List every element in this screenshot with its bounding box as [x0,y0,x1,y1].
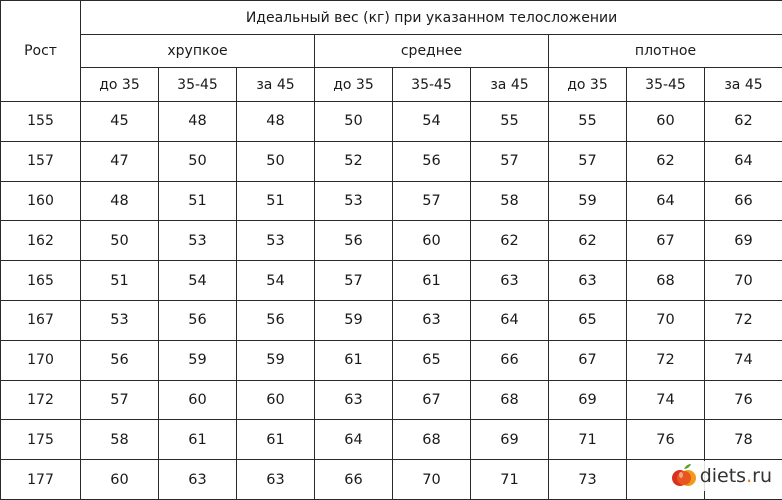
weight-cell: 53 [159,221,237,261]
weight-cell: 69 [705,221,782,261]
weight-cell: 58 [471,181,549,221]
weight-cell: 71 [549,420,627,460]
weight-cell: 53 [315,181,393,221]
weight-cell: 66 [315,460,393,500]
age-header: до 35 [549,68,627,102]
weight-cell: 63 [471,261,549,301]
weight-cell: 48 [81,181,159,221]
weight-cell: 51 [159,181,237,221]
weight-cell: 54 [393,102,471,142]
table-row [1,380,782,420]
weight-cell: 57 [549,141,627,181]
table-row [1,221,782,261]
weight-cell: 64 [705,141,782,181]
weight-cell: 59 [159,340,237,380]
weight-cell: 52 [315,141,393,181]
weight-cell: 58 [81,420,159,460]
weight-cell: 70 [705,261,782,301]
weight-cell: 57 [471,141,549,181]
weight-cell: 60 [237,380,315,420]
weight-cell: 63 [549,261,627,301]
weight-cell: 67 [549,340,627,380]
weight-cell: 62 [627,141,705,181]
weight-cell: 63 [159,460,237,500]
weight-cell: 55 [471,102,549,142]
rost-cell: 167 [1,300,81,340]
weight-cell: 66 [705,181,782,221]
rost-cell: 162 [1,221,81,261]
weight-cell: 63 [393,300,471,340]
rost-cell: 175 [1,420,81,460]
weight-cell: 68 [471,380,549,420]
weight-cell: 68 [627,261,705,301]
weight-cell: 64 [627,181,705,221]
rost-cell: 172 [1,380,81,420]
weight-cell: 57 [315,261,393,301]
weight-cell: 67 [393,380,471,420]
weight-cell: 48 [237,102,315,142]
age-header: до 35 [315,68,393,102]
weight-cell: 56 [393,141,471,181]
weight-cell: 50 [315,102,393,142]
table-row [1,261,782,301]
rost-header: Рост [1,1,81,102]
weight-cell: 62 [471,221,549,261]
table-row [1,102,782,142]
table-row [1,340,782,380]
weight-cell: 54 [237,261,315,301]
rost-cell: 160 [1,181,81,221]
table-row [1,181,782,221]
weight-cell: 60 [393,221,471,261]
table-row [1,141,782,181]
age-header: за 45 [471,68,549,102]
weight-cell: 50 [81,221,159,261]
weight-cell: 69 [471,420,549,460]
weight-cell: 60 [81,460,159,500]
weight-cell: 73 [549,460,627,500]
weight-cell: 57 [81,380,159,420]
rost-cell: 165 [1,261,81,301]
weight-cell: 59 [315,300,393,340]
watermark-text: diets.ru [700,465,772,487]
weight-cell: 56 [159,300,237,340]
weight-cell: 78 [705,420,782,460]
age-header: за 45 [705,68,782,102]
weight-cell: 56 [237,300,315,340]
weight-cell: 59 [549,181,627,221]
rost-cell: 155 [1,102,81,142]
weight-cell: 66 [471,340,549,380]
weight-cell: 72 [627,340,705,380]
weight-cell: 61 [393,261,471,301]
group-header-medium: среднее [315,35,549,68]
weight-cell: 70 [393,460,471,500]
weight-cell: 63 [237,460,315,500]
weight-cell: 59 [237,340,315,380]
diets-watermark [669,461,776,491]
weight-cell: 61 [315,340,393,380]
weight-cell: 64 [471,300,549,340]
weight-cell: 51 [237,181,315,221]
apple-icon [671,463,697,489]
weight-cell: 64 [315,420,393,460]
weight-cell: 50 [237,141,315,181]
weight-cell: 65 [549,300,627,340]
weight-cell: 71 [471,460,549,500]
weight-cell: 54 [159,261,237,301]
age-header: за 45 [237,68,315,102]
weight-cell: 60 [627,102,705,142]
group-header-fragile: хрупкое [81,35,315,68]
weight-cell: 53 [237,221,315,261]
table-title: Идеальный вес (кг) при указанном телосложении [81,1,782,35]
table-body [1,102,782,500]
age-header: 35-45 [159,68,237,102]
rost-cell: 170 [1,340,81,380]
weight-cell: 45 [81,102,159,142]
weight-cell: 60 [159,380,237,420]
weight-cell: 76 [627,420,705,460]
rost-cell: 157 [1,141,81,181]
weight-cell: 63 [315,380,393,420]
weight-cell: 74 [627,380,705,420]
group-header-dense: плотное [549,35,782,68]
age-header: 35-45 [393,68,471,102]
weight-cell: 47 [81,141,159,181]
weight-cell: 67 [627,221,705,261]
weight-cell: 56 [81,340,159,380]
table-row [1,420,782,460]
weight-cell: 76 [705,380,782,420]
weight-cell: 51 [81,261,159,301]
weight-cell: 50 [159,141,237,181]
weight-cell: 55 [549,102,627,142]
age-header: 35-45 [627,68,705,102]
weight-cell: 57 [393,181,471,221]
weight-cell: 61 [237,420,315,460]
weight-cell: 74 [705,340,782,380]
weight-cell: 56 [315,221,393,261]
table-row [1,300,782,340]
age-header: до 35 [81,68,159,102]
weight-cell: 61 [159,420,237,460]
weight-cell: 53 [81,300,159,340]
weight-cell: 68 [393,420,471,460]
weight-cell: 70 [627,300,705,340]
rost-cell: 177 [1,460,81,500]
table-row [1,460,782,500]
weight-cell: 62 [549,221,627,261]
weight-cell: 69 [549,380,627,420]
weight-cell: 48 [159,102,237,142]
weight-cell: 62 [705,102,782,142]
weight-cell: 65 [393,340,471,380]
weight-cell: 72 [705,300,782,340]
